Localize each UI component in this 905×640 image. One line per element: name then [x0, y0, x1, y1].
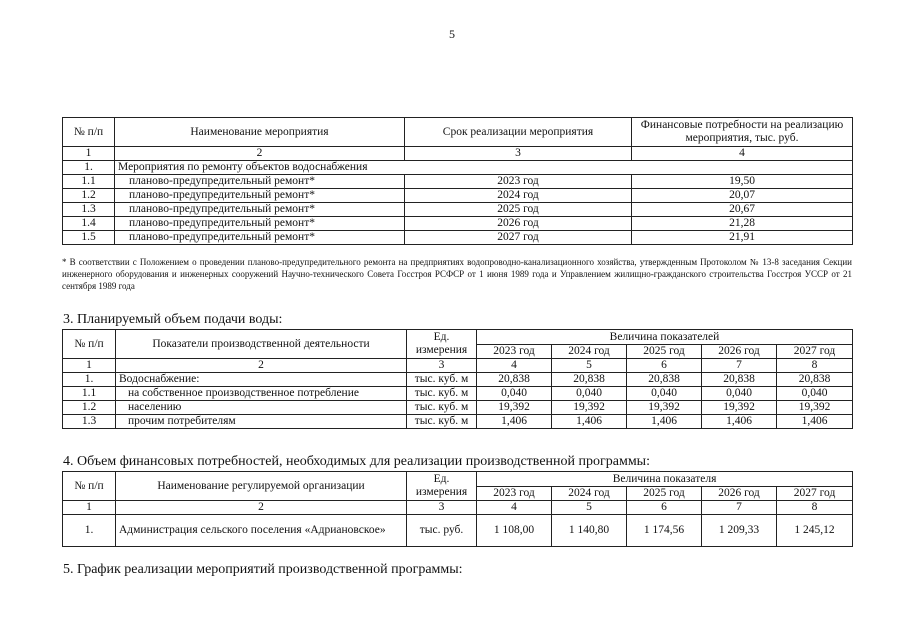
- year-header: 2023 год: [477, 345, 552, 359]
- row-num: 1.3: [63, 415, 116, 429]
- financial-needs-table: [62, 471, 853, 547]
- col-number: 2: [116, 501, 407, 515]
- row-name: населению: [116, 401, 407, 415]
- col-number: 7: [702, 359, 777, 373]
- row-value: 1 108,00: [477, 515, 552, 547]
- table-row: [63, 515, 853, 547]
- col-number: 8: [777, 501, 853, 515]
- measures-table: [62, 117, 853, 245]
- header-unit: Ед. измерения: [407, 472, 477, 501]
- header-indicator: Показатели производственной деятельности: [116, 330, 407, 359]
- row-value: 20,838: [477, 373, 552, 387]
- row-value: 1,406: [477, 415, 552, 429]
- row-value: 1,406: [777, 415, 853, 429]
- header-term: Срок реализации мероприятия: [405, 118, 632, 147]
- row-unit: тыс. куб. м: [407, 387, 477, 401]
- row-value: 1 140,80: [552, 515, 627, 547]
- header-unit: Ед. измерения: [407, 330, 477, 359]
- table-header-row: [63, 472, 853, 487]
- table-header-row: [63, 118, 853, 147]
- row-value: 0,040: [702, 387, 777, 401]
- row-num: 1.1: [63, 175, 115, 189]
- row-term: 2023 год: [405, 175, 632, 189]
- year-header: 2024 год: [552, 345, 627, 359]
- row-amount: 19,50: [632, 175, 853, 189]
- year-header: 2024 год: [552, 487, 627, 501]
- col-number: 6: [627, 501, 702, 515]
- water-supply-table: [62, 329, 853, 429]
- group-num: 1.: [63, 161, 115, 175]
- row-value: 1,406: [627, 415, 702, 429]
- row-num: 1.: [63, 515, 116, 547]
- row-name: Водоснабжение:: [116, 373, 407, 387]
- col-number: 5: [552, 359, 627, 373]
- row-amount: 20,67: [632, 203, 853, 217]
- row-term: 2024 год: [405, 189, 632, 203]
- row-value: 0,040: [477, 387, 552, 401]
- year-header: 2025 год: [627, 487, 702, 501]
- row-amount: 21,28: [632, 217, 853, 231]
- year-header: 2026 год: [702, 487, 777, 501]
- header-num: № п/п: [63, 472, 116, 501]
- row-term: 2026 год: [405, 217, 632, 231]
- row-value: 20,838: [702, 373, 777, 387]
- header-name: Наименование мероприятия: [115, 118, 405, 147]
- col-number: 2: [115, 147, 405, 161]
- row-value: 20,838: [627, 373, 702, 387]
- row-num: 1.5: [63, 231, 115, 245]
- table-row: [63, 401, 853, 415]
- column-number-row: [63, 147, 853, 161]
- header-num: № п/п: [63, 330, 116, 359]
- row-value: 1 174,56: [627, 515, 702, 547]
- row-name: на собственное производственное потребление: [116, 387, 407, 401]
- row-value: 0,040: [777, 387, 853, 401]
- table-row: [63, 189, 853, 203]
- header-values: Величина показателей: [477, 330, 853, 345]
- row-num: 1.1: [63, 387, 116, 401]
- row-unit: тыс. куб. м: [407, 373, 477, 387]
- col-number: 3: [407, 359, 477, 373]
- row-name: планово-предупредительный ремонт*: [115, 231, 405, 245]
- section-5-title: 5. График реализации мероприятий производственной программы:: [63, 562, 463, 577]
- row-value: 1,406: [552, 415, 627, 429]
- row-value: 19,392: [477, 401, 552, 415]
- col-number: 4: [632, 147, 853, 161]
- row-num: 1.2: [63, 401, 116, 415]
- row-value: 1,406: [702, 415, 777, 429]
- row-num: 1.4: [63, 217, 115, 231]
- row-name: планово-предупредительный ремонт*: [115, 175, 405, 189]
- header-num: № п/п: [63, 118, 115, 147]
- row-org: Администрация сельского поселения «Адриановское»: [116, 515, 407, 547]
- row-value: 19,392: [702, 401, 777, 415]
- row-value: 1 245,12: [777, 515, 853, 547]
- row-unit: тыс. куб. м: [407, 415, 477, 429]
- col-number: 1: [63, 501, 116, 515]
- table-row: [63, 415, 853, 429]
- header-values: Величина показателя: [477, 472, 853, 487]
- year-header: 2026 год: [702, 345, 777, 359]
- group-row: [63, 161, 853, 175]
- row-value: 20,838: [552, 373, 627, 387]
- column-number-row: [63, 359, 853, 373]
- row-amount: 21,91: [632, 231, 853, 245]
- row-name: планово-предупредительный ремонт*: [115, 217, 405, 231]
- page-number: 5: [449, 27, 455, 41]
- row-value: 19,392: [627, 401, 702, 415]
- year-header: 2027 год: [777, 487, 853, 501]
- row-value: 20,838: [777, 373, 853, 387]
- column-number-row: [63, 501, 853, 515]
- col-number: 8: [777, 359, 853, 373]
- row-value: 19,392: [552, 401, 627, 415]
- row-term: 2027 год: [405, 231, 632, 245]
- header-org: Наименование регулируемой организации: [116, 472, 407, 501]
- col-number: 6: [627, 359, 702, 373]
- col-number: 5: [552, 501, 627, 515]
- table-header-row: [63, 330, 853, 345]
- footnote: * В соответствии с Положением о проведении планово-предупредительного ремонта на предприятиях водопроводно-канализационного хозяйства, утвержденным Протоколом № 13-8 заседания Секции инженерного оборудования и инженерных сооружений Научно-технического Совета Госстроя РСФСР от 1 июня 1989 года и Управлением жилищно-гражданского строительства Госстроя УССР от 21 сентября 1989 года: [62, 257, 852, 291]
- col-number: 3: [407, 501, 477, 515]
- header-amount: Финансовые потребности на реализацию мероприятия, тыс. руб.: [632, 118, 853, 147]
- row-unit: тыс. куб. м: [407, 401, 477, 415]
- row-value: 1 209,33: [702, 515, 777, 547]
- col-number: 1: [63, 359, 116, 373]
- section-3-title: 3. Планируемый объем подачи воды:: [63, 312, 283, 327]
- row-num: 1.2: [63, 189, 115, 203]
- row-name: планово-предупредительный ремонт*: [115, 203, 405, 217]
- table-row: [63, 203, 853, 217]
- row-num: 1.3: [63, 203, 115, 217]
- year-header: 2023 год: [477, 487, 552, 501]
- table-row: [63, 387, 853, 401]
- section-4-title: 4. Объем финансовых потребностей, необходимых для реализации производственной программы:: [63, 454, 650, 469]
- row-unit: тыс. руб.: [407, 515, 477, 547]
- row-term: 2025 год: [405, 203, 632, 217]
- row-amount: 20,07: [632, 189, 853, 203]
- col-number: 4: [477, 359, 552, 373]
- col-number: 7: [702, 501, 777, 515]
- col-number: 3: [405, 147, 632, 161]
- col-number: 4: [477, 501, 552, 515]
- row-value: 0,040: [627, 387, 702, 401]
- year-header: 2025 год: [627, 345, 702, 359]
- table-row: [63, 231, 853, 245]
- year-header: 2027 год: [777, 345, 853, 359]
- col-number: 2: [116, 359, 407, 373]
- table-row: [63, 175, 853, 189]
- group-title: Мероприятия по ремонту объектов водоснабжения: [115, 161, 853, 175]
- row-num: 1.: [63, 373, 116, 387]
- row-value: 19,392: [777, 401, 853, 415]
- row-name: прочим потребителям: [116, 415, 407, 429]
- row-value: 0,040: [552, 387, 627, 401]
- row-name: планово-предупредительный ремонт*: [115, 189, 405, 203]
- table-row: [63, 373, 853, 387]
- table-row: [63, 217, 853, 231]
- col-number: 1: [63, 147, 115, 161]
